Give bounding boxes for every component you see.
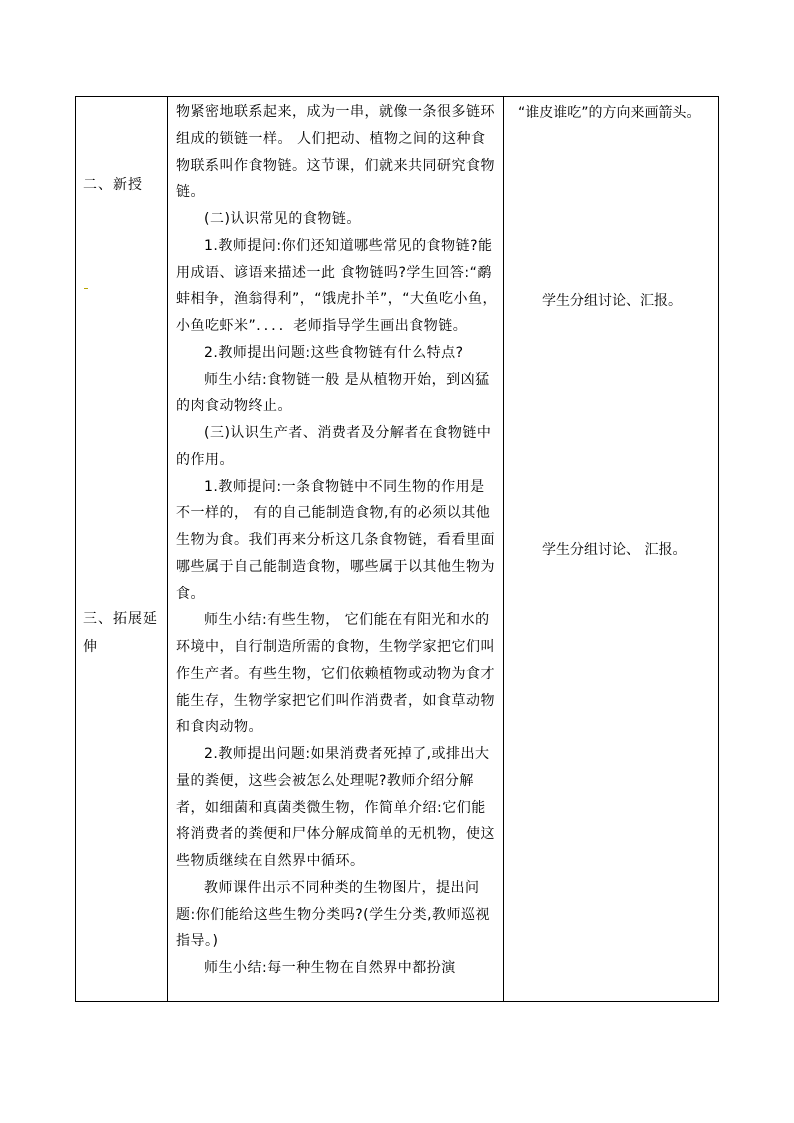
- teacher-activity-column: [176, 99, 499, 982]
- content-paragraph: 2.教师提出问题:这些食物链有什么特点?: [204, 344, 464, 361]
- student-activity-2: 学生分组讨论、汇报。: [542, 293, 682, 309]
- stage-label-extension: 三、拓展延伸: [83, 611, 158, 655]
- margin-mark: [84, 288, 88, 289]
- content-paragraph: 师生小结:每一种生物在自然界中都扮演: [204, 960, 456, 976]
- content-paragraph: 1.教师提问:一条食物链中不同生物的作用是不一样的， 有的自己能制造食物,有的必须以其他生物为食。我们再来分析这几条食物链，看看里面哪些属于自己能制造食物，哪些属于以其他生物为食。: [176, 478, 495, 602]
- column-divider-1: [167, 97, 168, 1001]
- column-divider-2: [503, 97, 504, 1001]
- student-activity-3: 学生分组讨论、 汇报。: [542, 542, 687, 558]
- lesson-plan-table: [75, 96, 719, 1002]
- content-paragraph: 师生小结:食物链一般 是从植物开始，到凶猛的肉食动物终止。: [176, 371, 490, 415]
- content-paragraph: 师生小结:有些生物， 它们能在有阳光和水的环境中，自行制造所需的食物，生物学家把它们叫作生产者。有些生物，它们依赖植物或动物为食才能生存，生物学家把它们叫作消费者，如食草动物和食肉动物。: [176, 612, 495, 736]
- content-paragraph: 教师课件出示不同种类的生物图片，提出问题:你们能给这些生物分类吗?(学生分类,教师巡视指导。): [176, 879, 491, 950]
- stage-label-new-lesson: 二、新授: [83, 177, 143, 193]
- content-paragraph: 物紧密地联系起来，成为一串，就像一条很多链环组成的锁链一样。 人们把动、植物之间的这种食物联系叫作食物链。这节课，们就来共同研究食物链。: [176, 104, 495, 201]
- content-heading: (三)认识生产者、消费者及分解者在食物链中的作用。: [176, 425, 492, 468]
- student-activity-1: “谁皮谁吃”的方向来画箭头。: [518, 105, 701, 121]
- content-heading: (二)认识常见的食物链。: [204, 211, 361, 227]
- content-paragraph: 1.教师提问:你们还知道哪些常见的食物链?能用成语、谚语来描述一此 食物链吗?学生回答:“鹬蚌相争，渔翁得利”，“饿虎扑羊”，“大鱼吃小鱼，小鱼吃虾米”．．．．老师指导学生画出食物链。: [176, 237, 498, 334]
- content-paragraph: 2.教师提出问题:如果消费者死掉了,或排出大量的粪便，这些会被怎么处理呢?教师介绍分解者，如细菌和真菌类微生物，作简单介绍:它们能将消费者的粪便和尸体分解成简单的无机物，使这些物质继续在自然界中循环。: [176, 746, 495, 869]
